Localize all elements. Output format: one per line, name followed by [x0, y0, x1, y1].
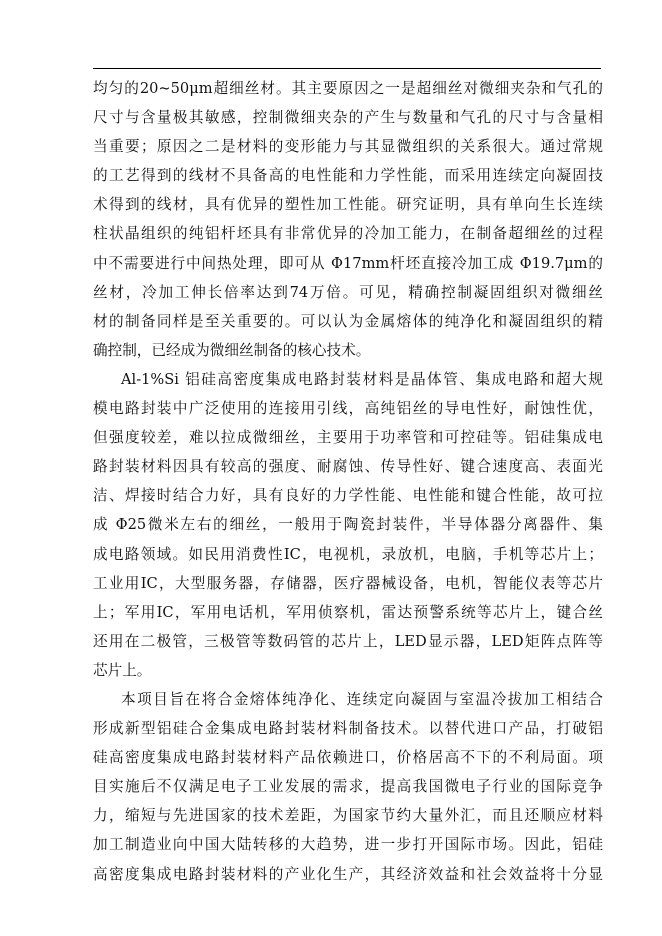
text-line: 材的制备同样是至关重要的。可以认为金属熔体的纯净化和凝固组织的精: [93, 312, 603, 330]
text-line: 力，缩短与先进国家的技术差距，为国家节约大量外汇，而且还顺应材料: [93, 807, 603, 825]
paragraph: [93, 74, 603, 365]
text-line: 加工制造业向中国大陆转移的大趋势，进一步打开国际市场。因此，铝硅: [93, 836, 603, 854]
text-line: 当重要；原因之二是材料的变形能力与其显微组织的关系很大。通过常规: [93, 138, 603, 156]
text-line: 均匀的20~50μm超细丝材。其主要原因之一是超细丝对微细夹杂和气孔的: [93, 80, 603, 97]
text-line: 目实施后不仅满足电子工业发展的需求，提高我国微电子行业的国际竞争: [93, 778, 603, 796]
text-line: 本项目旨在将合金熔体纯净化、连续定向凝固与室温冷拔加工相结合: [121, 690, 603, 708]
text-line: 洁、焊接时结合力好，具有良好的力学性能、电性能和键合性能，故可拉: [93, 487, 603, 505]
text-line: 硅高密度集成电路封装材料产品依赖进口，价格居高不下的不利局面。项: [93, 749, 603, 767]
paragraph: [93, 685, 603, 889]
text-line: 的工艺得到的线材不具备高的电性能和力学性能，而采用连续定向凝固技: [93, 167, 603, 185]
text-line: 还用在二极管，三极管等数码管的芯片上，LED显示器，LED矩阵点阵等: [93, 632, 603, 650]
text-line: 芯片上。: [93, 661, 152, 679]
text-line: 术得到的线材，具有优异的塑性加工性能。研究证明，具有单向生长连续: [93, 196, 603, 214]
text-line: 尺寸与含量极其敏感，控制微细夹杂的产生与数量和气孔的尺寸与含量相: [93, 109, 603, 127]
text-line: 但强度较差，难以拉成微细丝，主要用于功率管和可控硅等。铝硅集成电: [93, 429, 603, 447]
paragraph: [93, 365, 603, 685]
text-line: 高密度集成电路封装材料的产业化生产，其经济效益和社会效益将十分显: [93, 865, 603, 883]
text-line: 工业用IC，大型服务器，存储器，医疗器械设备，电机，智能仪表等芯片: [93, 574, 603, 592]
text-line: Al-1%Si 铝硅高密度集成电路封装材料是晶体管、集成电路和超大规: [121, 370, 603, 388]
text-line: 模电路封装中广泛使用的连接用引线，高纯铝丝的导电性好，耐蚀性优，: [93, 400, 603, 418]
text-line: 成 Φ25微米左右的细丝，一般用于陶瓷封装件，半导体器分离器件、集: [93, 516, 603, 534]
text-line: 柱状晶组织的纯铝杆坯具有非常优异的冷加工能力，在制备超细丝的过程: [93, 225, 603, 243]
text-line: 路封装材料因具有较高的强度、耐腐蚀、传导性好、键合速度高、表面光: [93, 458, 603, 476]
text-line: 形成新型铝硅合金集成电路封装材料制备技术。以替代进口产品，打破铝: [93, 720, 603, 738]
text-line: 上；军用IC，军用电话机，军用侦察机，雷达预警系统等芯片上，键合丝: [93, 603, 603, 621]
text-line: 丝材，冷加工伸长倍率达到74万倍。可见，精确控制凝固组织对微细丝: [93, 283, 603, 301]
text-line: 中不需要进行中间热处理，即可从 Φ17mm杆坯直接冷加工成 Φ19.7μm的: [93, 254, 603, 272]
body-text: [93, 74, 603, 889]
text-line: 成电路领域。如民用消费性IC，电视机，录放机，电脑，手机等芯片上；: [93, 545, 603, 563]
text-line: 确控制，已经成为微细丝制备的核心技术。: [93, 341, 371, 359]
header-rule: [93, 68, 601, 69]
